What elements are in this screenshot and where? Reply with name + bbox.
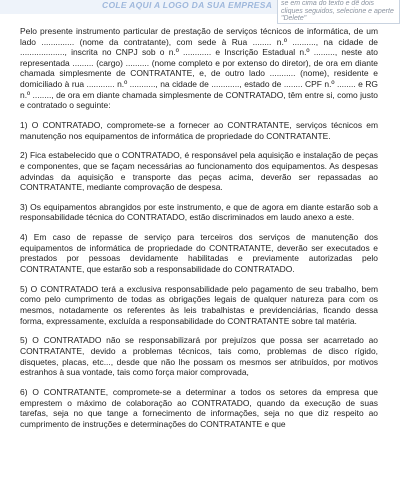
clause-paragraph: 1) O CONTRATADO, compromete-se a fornecer ao CONTRATANTE, serviços técnicos em manutenção nos equipamentos de informática de propriedade do CONTRATANTE. <box>20 119 378 141</box>
contract-body <box>20 26 378 439</box>
clause-paragraph: 5) O CONTRATADO terá a exclusiva responsabilidade pelo pagamento de seu trabalho, bem como pelo cumprimento de todas as obrigações legais de qualquer natureza para com os mesmos, notadamente os referentes às leis trabalhistas e previdenciárias, ficando dessa forma, expressamente, excluída a responsabilidade do CONTRATANTE sobre tal matéria. <box>20 283 378 326</box>
logo-placeholder[interactable]: COLE AQUI A LOGO DA SUA EMPRESA <box>102 0 273 10</box>
instruction-note: se em cima do texto e dê dois cliques seguidos, selecione e aperte "Delete" <box>277 0 400 24</box>
clause-paragraph: 6) O CONTRATANTE, compromete-se a determinar a todos os setores da empresa que emprestem o máximo de colaboração ao CONTRATADO, quando da execução de suas tarefas, seja no que tange a fornecimento de informações, seja no que diz respeito ao cumprimento de instruções e determinações do CONTRATANTE e que <box>20 386 378 429</box>
clause-paragraph: 3) Os equipamentos abrangidos por este instrumento, e que de agora em diante estarão sob a responsabilidade técnica do CONTRATADO, estão discriminados em laudo anexo a este. <box>20 201 378 223</box>
clause-paragraph: 2) Fica estabelecido que o CONTRATADO, é responsável pela aquisição e instalação de peças e componentes, que se façam necessárias ao funcionamento dos equipamentos. As despesas advindas da aquisição e transporte das peças acima, deverão ser repassadas ao CONTRATANTE, mediante comprovação de despesa. <box>20 150 378 193</box>
clause-paragraph: 5) O CONTRATADO não se responsabilizará por prejuízos que possa ser acarretado ao CONTRATANTE, devido a problemas técnicos, tais como, problemas de disco rígido, disquetes, placas, etc..., desde que não lhe possam os mesmos ser atribuídos, por motivos estranhos à sua vontade, tais como força maior comprovada, <box>20 335 378 378</box>
clause-paragraph: 4) Em caso de repasse de serviço para terceiros dos serviços de manutenção dos equipamentos de informática de propriedade do CONTRATANTE, deverão ser executados e prestados por pessoas devidamente habilitadas e previamente autorizadas pelo CONTRATANTE, que estarão sob a responsabilidade do CONTRATADO. <box>20 232 378 275</box>
intro-paragraph: Pelo presente instrumento particular de prestação de serviços técnicos de informática, de um lado .............. (nome da contratante), com sede à Rua ........ n.º .........., na cidade de ..................., inscrita no CNPJ sob o n.º ............ e Inscrição Estadual n.º ........., neste ato representada ......... (cargo) .......... (nome completo e por extenso do diretor), de ora em diante chamada simplesmente de CONTRATANTE, e, de outro lado ........... (nome), residente e domiciliado à rua ............ n.º ..........., na cidade de ............, estado de ........ CPF n.º ........ e RG n.º ........, de ora em diante chamada simplesmente de CONTRATADO, têm entre si, como justo e contratado o seguinte: <box>20 26 378 111</box>
